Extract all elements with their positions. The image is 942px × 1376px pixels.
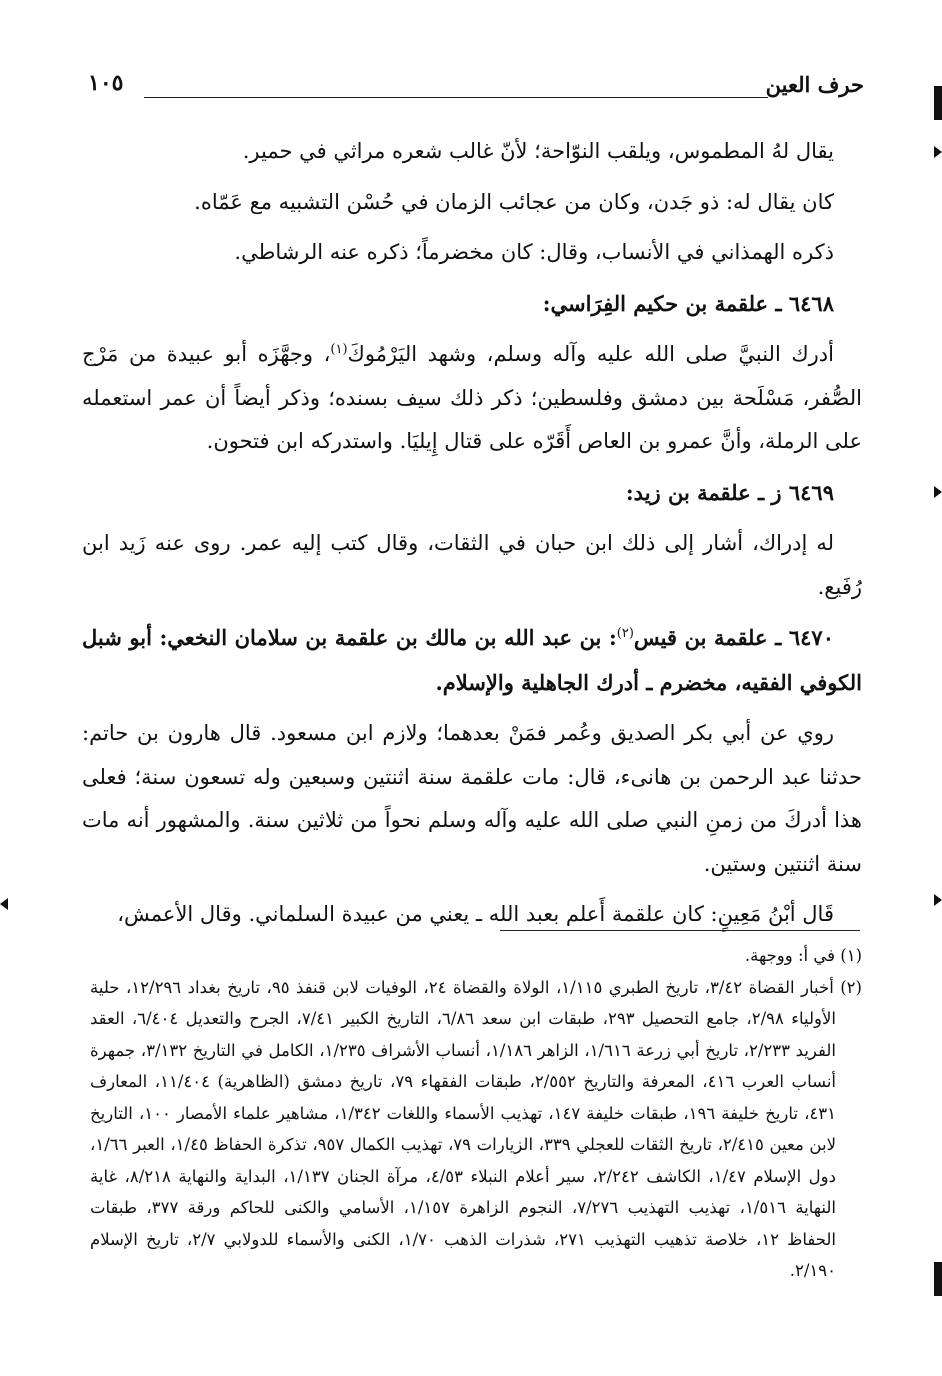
entry-text: أدرك النبيَّ صلى الله عليه وآله وسلم، وشهد اليَرْمُوكَ bbox=[347, 342, 834, 366]
entry-text: : بن عبد الله بن مالك بن علقمة بن سلامان النخعي: أبو شبل الكوفي الفقيه، مخضرم ـ أدرك الجاهلية والإسلام. bbox=[82, 625, 862, 695]
margin-mark bbox=[934, 486, 942, 498]
edge-mark bbox=[934, 1262, 942, 1296]
edge-mark bbox=[934, 86, 942, 120]
paragraph: ذكره الهمذاني في الأنساب، وقال: كان مخضرماً؛ ذكره عنه الرشاطي. bbox=[234, 240, 834, 264]
footnote-rule bbox=[500, 930, 860, 931]
entry-text: ، وجهَّزَه أبو عبيدة من مَرْج الصُّفر، مَسْلَحة بين دمشق وفلسطين؛ ذكر ذلك سيف بسنده؛ وذكر أيضاً أن عمر استعمله على الرملة، وأنَّ عمرو بن العاص أَقَرّه على قتال إِيليَا. واستدركه ابن فتحون. bbox=[82, 342, 862, 453]
entry-title: ٦٤٦٨ ـ علقمة بن حكيم الفِرَاسي: bbox=[542, 290, 834, 316]
entry-heading-6469 bbox=[82, 471, 862, 516]
header-rule bbox=[144, 97, 768, 98]
margin-mark bbox=[934, 146, 942, 158]
footnotes bbox=[90, 940, 862, 1287]
paragraph: يقال لهُ المطموس، ويلقب النوّاحة؛ لأنّ غالب شعره مراثي في حمير. bbox=[242, 139, 834, 163]
entry-text-6469: له إدراك، أشار إلى ذلك ابن حبان في الثقات، وقال كتب إليه عمر. روى عنه زَيد ابن رُفَيع. bbox=[82, 531, 862, 599]
entry-text-6468 bbox=[82, 333, 862, 464]
paragraph: كان يقال له: ذو جَدن، وكان من عجائب الزمان في حُسْن التشبيه مع عَمّاه. bbox=[194, 189, 834, 214]
footnote-1: (١) في أ: ووجهة. bbox=[744, 946, 862, 965]
margin-mark bbox=[934, 894, 942, 906]
footnote-ref: (١) bbox=[330, 342, 348, 357]
margin-mark bbox=[0, 898, 8, 910]
main-text bbox=[82, 130, 862, 944]
entry-heading-6468 bbox=[82, 282, 862, 327]
paragraph: روي عن أبي بكر الصديق وعُمر فمَنْ بعدهما؛ ولازم ابن مسعود. قال هارون بن حاتم: حدثنا عبد الرحمن بن هانىء، قال: مات علقمة سنة اثنتين وسبعين وله تسعون سنة؛ فعلى هذا أدركَ من زمنِ النبي صلى الله عليه وآله وسلم نحواً من ثلاثين سنة. والمشهور أنه مات سنة اثنتين وستين. bbox=[82, 721, 862, 876]
footnote-2: (٢) أخبار القضاة ٣/٤٢، تاريخ الطبري ١/١١٥، الولاة والقضاة ٢٤، الوفيات لابن قنفذ ٩٥، تاريخ بغداد ١٢/٢٩٦، حلية الأولياء ٢/٩٨، جامع التحصيل ٢٩٣، طبقات ابن سعد ٦/٨٦، التاريخ الكبير ٧/٤١، الجرح والتعديل ٦/٤٠٤، العقد الفريد ٢/٢٣٣، تاريخ أبي زرعة ١/٦١٦، الزاهر ١/١٨٦، أنساب الأشراف ١/٢٣٥، الكامل في التاريخ ٣/١٣٢، جمهرة أنساب العرب ٤١٦، المعرفة والتاريخ ٢/٥٥٢، طبقات الفقهاء ٧٩، تاريخ دمشق (الظاهرية) ١١/٤٠٤، المعارف ٤٣١، تاريخ خليفة ١٩٦، طبقات خليفة ١٤٧، تهذيب الأسماء واللغات ١/٣٤٢، مشاهير علماء الأمصار ١٠٠، التاريخ لابن معين ٢/٤١٥، تاريخ الثقات للعجلي ٣٣٩، الزيارات ٧٩، تهذيب الكمال ٩٥٧، تذكرة الحفاظ ١/٤٥، العبر ١/٦٦، دول الإسلام ١/٤٧، الكاشف ٢/٢٤٢، سير أعلام النبلاء ٤/٥٣، مرآة الجنان ١/١٣٧، البداية والنهاية ٨/٢١٨، غاية النهاية ١/٥١٦، تهذيب التهذيب ٧/٢٧٦، النجوم الزاهرة ١/١٥٧، الأسامي والكنى للحاكم ورقة ٣٧٧، طبقات الحفاظ ١٢، خلاصة تذهيب التهذيب ٢٧١، شذرات الذهب ١/٧٠، الكنى والأسماء للدولابي ٢/٧، تاريخ الإسلام ٢/١٩٠. bbox=[90, 977, 862, 1280]
entry-6470 bbox=[82, 616, 862, 705]
paragraph: قَال أبْنُ مَعِينٍ: كان علقمة أَعلم بعبد الله ـ يعني من عبيدة السلماني. وقال الأعمش، bbox=[117, 902, 834, 926]
page-header bbox=[88, 70, 864, 106]
page-number: ١٠٥ bbox=[88, 70, 124, 96]
running-title: حرف العين bbox=[765, 72, 864, 97]
entry-title: ٦٤٧٠ ـ علقمة بن قيس bbox=[633, 625, 834, 650]
footnote-ref: (٢) bbox=[616, 626, 634, 641]
entry-title: ٦٤٦٩ ز ـ علقمة بن زيد: bbox=[625, 479, 834, 505]
